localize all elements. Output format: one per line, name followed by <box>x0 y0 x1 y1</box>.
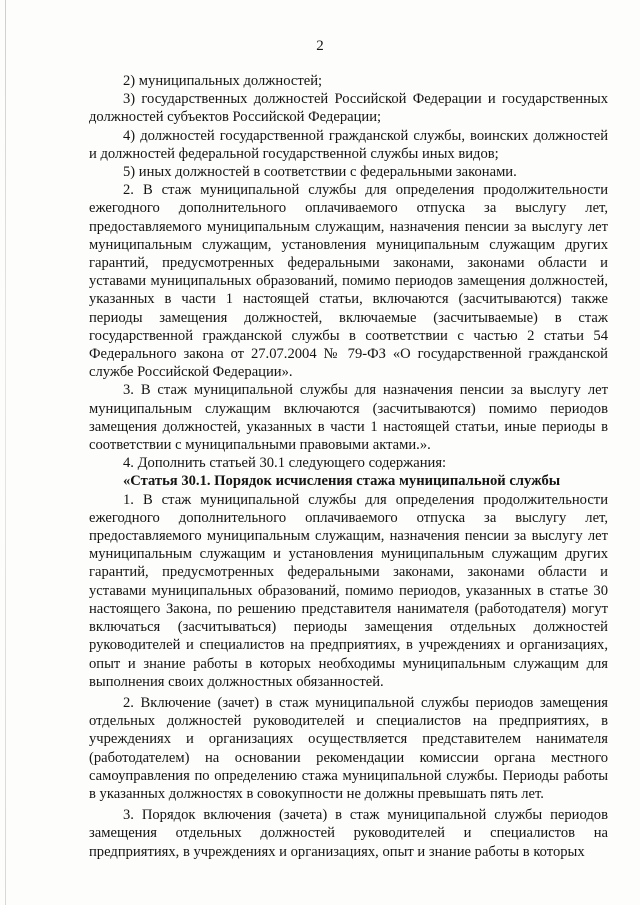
paragraph-item-3: 3) государственных должностей Российской Федерации и государственных должностей субъектов Российской Федерации; <box>89 91 608 126</box>
document-body <box>89 72 608 861</box>
article-heading: «Статья 30.1. Порядок исчисления стажа муниципальной службы <box>123 473 561 490</box>
page-number: 2 <box>316 38 324 54</box>
paragraph-item-5: 5) иных должностей в соответствии с федеральными законами. <box>123 164 517 181</box>
scan-edge-line <box>5 0 6 905</box>
article-paragraph-2: 2. Включение (зачет) в стаж муниципальной службы периодов замещения отдельных должностей руководителей и специалистов на предприятиях, в учреждениях и организациях осуществляется представителем нанимателя (работодателем) на основании рекомендации комиссии органа местного самоуправления по определению стажа муниципальной службы. Периоды работы в указанных должностях в совокупности не должны превышать пять лет. <box>89 694 608 802</box>
paragraph-item-4: 4) должностей государственной гражданской службы, воинских должностей и должностей федеральной государственной службы иных видов; <box>89 127 608 162</box>
article-paragraph-1: 1. В стаж муниципальной службы для определения продолжительности ежегодного дополнительного оплачиваемого отпуска за выслугу лет, предоставляемого муниципальным служащим, назначения пенсии за выслугу лет муниципальным служащим и установления муниципальным служащим других гарантий, предусмотренных федеральными законами, законами области и уставами муниципальных образований, помимо периодов, указанных в статье 30 настоящего Закона, по решению представителя нанимателя (работодателя) могут включаться (засчитываться) периоды замещения отдельных должностей руководителей и специалистов на предприятиях, в учреждениях и организациях, опыт и знание работы в которых необходимы муниципальным служащим для выполнения своих должностных обязанностей. <box>89 491 608 690</box>
paragraph-item-2: 2) муниципальных должностей; <box>123 73 323 89</box>
paragraph-part-3: 3. В стаж муниципальной службы для назначения пенсии за выслугу лет муниципальным служащим включаются (засчитываются) помимо периодов замещения должностей, указанных в части 1 настоящей статьи, иные периоды в соответствии с муниципальными правовыми актами.». <box>89 382 608 454</box>
paragraph-amendment-4: 4. Дополнить статьей 30.1 следующего содержания: <box>123 455 447 472</box>
article-paragraph-3: 3. Порядок включения (зачета) в стаж муниципальной службы периодов замещения отдельных должностей руководителей и специалистов на предприятиях, в учреждениях и организациях, опыт и знание работы в которых <box>89 807 608 860</box>
paragraph-part-2: 2. В стаж муниципальной службы для определения продолжительности ежегодного дополнительного оплачиваемого отпуска за выслугу лет, предоставляемого муниципальным служащим, назначения пенсии за выслугу лет муниципальным служащим, установления муниципальным служащим других гарантий, предусмотренных федеральными законами, законами области и уставами муниципальных образований, помимо периодов замещения должностей, указанных в части 1 настоящей статьи, включаются (засчитываются) также периоды замещения должностей, включаемые (засчитываемые) в стаж государственной гражданской службы в соответствии с частью 2 статьи 54 Федерального закона от 27.07.2004 № 79-ФЗ «О государственной гражданской службе Российской Федерации». <box>89 182 608 381</box>
